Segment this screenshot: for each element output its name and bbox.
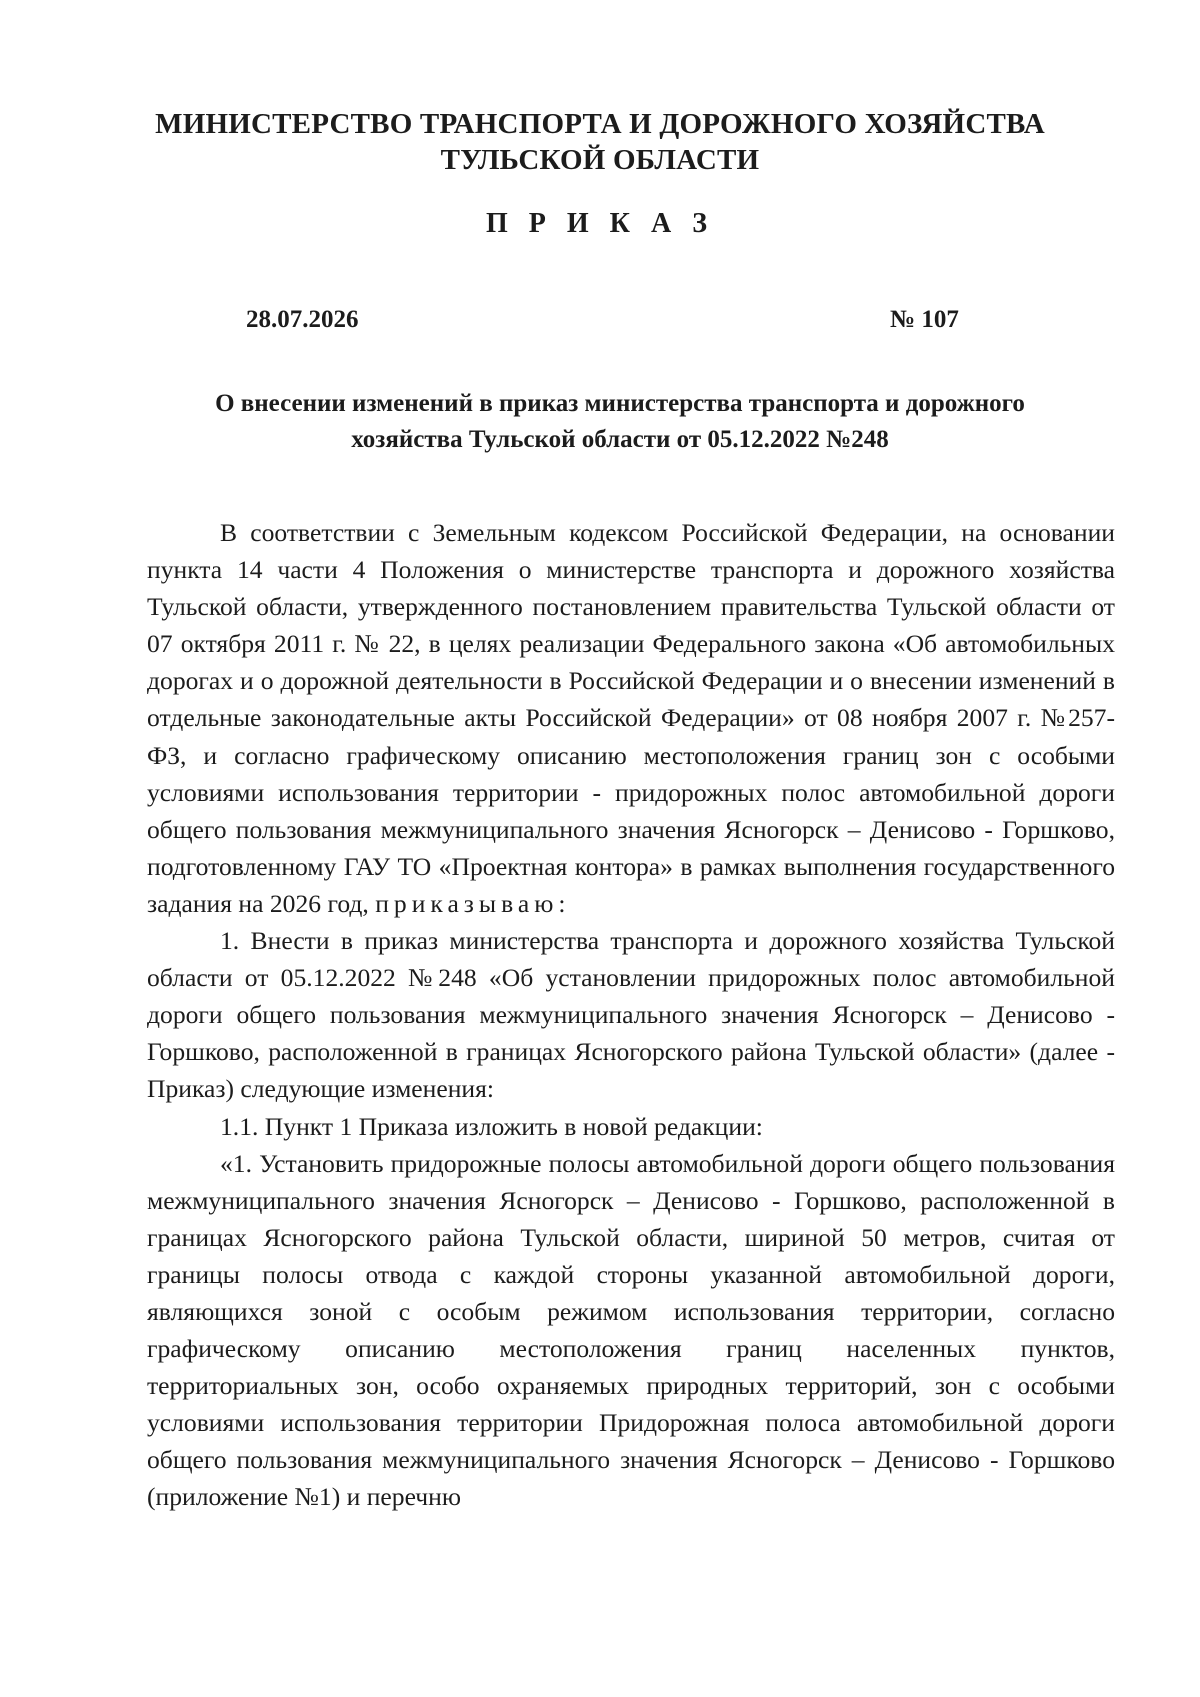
paragraph-new-wording: «1. Установить придорожные полосы автомобильной дороги общего пользования межмуниципального значения Ясногорск – Денисово - Горшково, расположенной в границах Ясногорского района Тульской области, шириной 50 метров, считая от границы полосы отвода с каждой стороны указанной автомобильной дороги, являющихся зоной с особым режимом использования территории, согласно графическому описанию местоположения границ населенных пунктов, территориальных зон, особо охраняемых природных территорий, зон с особыми условиями использования территории Придорожная полоса автомобильной дороги общего пользования межмуниципального значения Ясногорск – Денисово - Горшково (приложение №1) и перечню xyxy=(147,1148,1115,1512)
document-body xyxy=(147,514,1115,1516)
subject-line2: хозяйства Тульской области от 05.12.2022 №248 xyxy=(351,426,889,453)
paragraph-item-1: 1. Внести в приказ министерства транспорта и дорожного хозяйства Тульской области от 05.12.2022 №248 «Об установлении придорожных полос автомобильной дороги общего пользования межмуниципального значения Ясногорск – Денисово - Горшково, расположенной в границах Ясногорского района Тульской области» (далее - Приказ) следующие изменения: xyxy=(147,926,1115,1104)
paragraph-preamble xyxy=(147,514,1115,922)
document-number: № 107 xyxy=(890,306,959,333)
order-word: приказываю: xyxy=(375,888,571,918)
document-subject xyxy=(160,386,1080,458)
ministry-name-line1: МИНИСТЕРСТВО ТРАНСПОРТА И ДОРОЖНОГО ХОЗЯЙСТВА xyxy=(155,108,1045,140)
ministry-name-line2: ТУЛЬСКОЙ ОБЛАСТИ xyxy=(440,144,760,176)
document-type: П Р И К А З xyxy=(486,208,714,239)
document-date: 28.07.2026 xyxy=(246,306,359,333)
subject-line1: О внесении изменений в приказ министерства транспорта и дорожного xyxy=(215,390,1025,417)
paragraph-item-1-1: 1.1. Пункт 1 Приказа изложить в новой редакции: xyxy=(220,1111,763,1141)
preamble-text: В соответствии с Земельным кодексом Российской Федерации, на основании пункта 14 части 4 Положения о министерстве транспорта и дорожного хозяйства Тульской области, утвержденного постановлением правительства Тульской области от 07 октября 2011 г. № 22, в целях реализации Федерального закона «Об автомобильных дорогах и о дорожной деятельности в Российской Федерации и о внесении изменений в отдельные законодательные акты Российской Федерации» от 08 ноября 2007 г. №257-ФЗ, и согласно графическому описанию местоположения границ зон с особыми условиями использования территории - придорожных полос автомобильной дороги общего пользования межмуниципального значения Ясногорск – Денисово - Горшково, подготовленному ГАУ ТО «Проектная контора» в рамках выполнения государственного задания на 2026 год, xyxy=(147,518,1115,918)
ministry-name xyxy=(150,106,1050,178)
